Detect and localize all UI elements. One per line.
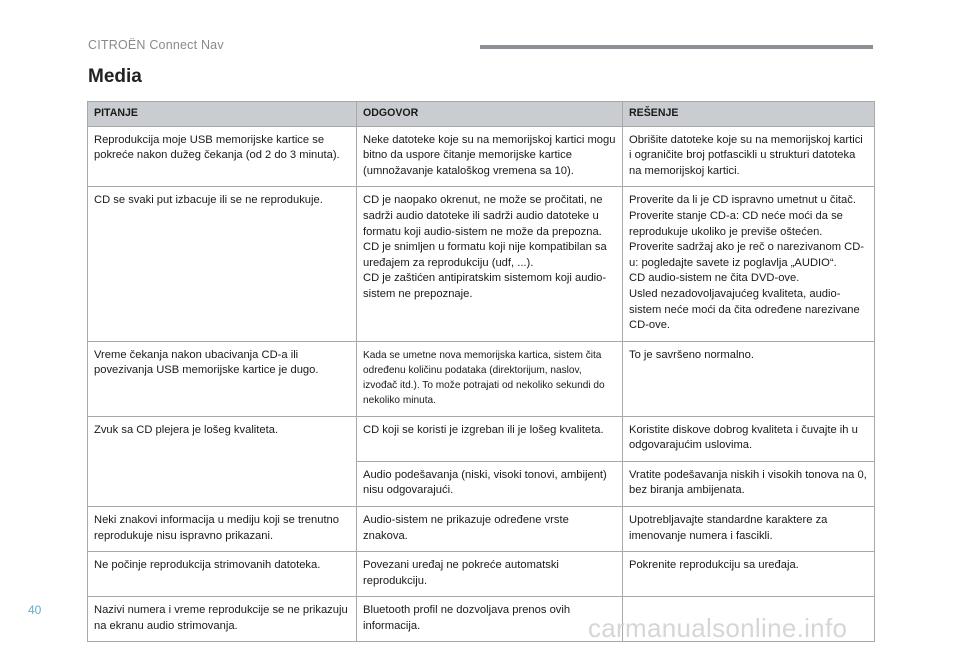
table-row [88,341,875,416]
solution-line: Proverite stanje CD-a: CD neće moći da se reprodukuje ukoliko je previše oštećen. [629,209,843,238]
solution-cell: Pokrenite reprodukciju sa uređaja. [623,552,875,597]
column-header-solution: REŠENJE [623,102,875,127]
table-row [88,126,875,187]
page-number: 40 [28,603,42,617]
brand-divider-bar [480,45,873,49]
solution-line: Usled nezadovoljavajućeg kvaliteta, audio-sistem neće moći da čita određene narezivane CD-ove. [629,287,860,332]
troubleshooting-table [87,101,875,642]
solution-cell: Koristite diskove dobrog kvaliteta i čuvajte ih u odgovarajućim uslovima. [623,416,875,461]
solution-cell: Obrišite datoteke koje su na memorijskoj kartici i ograničite broj potfascikli u strukturi datoteka na memorijskoj kartici. [623,126,875,187]
table-row [88,506,875,551]
solution-cell [623,187,875,341]
solution-cell: Vratite podešavanja niskih i visokih tonova na 0, bez biranja ambijenata. [623,461,875,506]
solution-line: CD audio-sistem ne čita DVD-ove. [629,272,800,285]
answer-line: CD je zaštićen antipiratskim sistemom koji audio-sistem ne prepoznaje. [363,272,607,300]
solution-cell: Upotrebljavajte standardne karaktere za imenovanje numera i fascikli. [623,506,875,551]
question-cell: Nazivi numera i vreme reprodukcije se ne prikazuju na ekranu audio strimovanja. [88,597,357,642]
question-cell: Vreme čekanja nakon ubacivanja CD-a ili povezivanja USB memorijske kartice je dugo. [88,341,357,416]
answer-cell: Audio-sistem ne prikazuje određene vrste znakova. [357,506,623,551]
answer-cell [357,187,623,341]
question-cell: Reprodukcija moje USB memorijske kartice se pokreće nakon dužeg čekanja (od 2 do 3 minuta). [88,126,357,187]
watermark-text: carmanualsonline.info [588,613,848,643]
table-row [88,187,875,341]
answer-cell: Bluetooth profil ne dozvoljava prenos ovih informacija. [357,597,623,642]
table-header-row [88,102,875,127]
answer-cell: Neke datoteke koje su na memorijskoj kartici mogu bitno da uspore čitanje memorijske kartice (umnožavanje kataloškog vremena sa 10). [357,126,623,187]
answer-line: CD je naopako okrenut, ne može se pročitati, ne sadrži audio datoteke ili sadrži audio datoteke u formatu koji audio-sistem ne može da prepozna. [363,194,603,238]
column-header-answer: ODGOVOR [357,102,623,127]
question-cell: CD se svaki put izbacuje ili se ne reprodukuje. [88,187,357,341]
answer-line: CD je snimljen u formatu koji nije kompatibilan sa uređajem za reprodukciju (udf, ...). [363,241,607,269]
page-title: Media [88,66,142,87]
table-row [88,552,875,597]
solution-line: Proverite sadržaj ako je reč o narezivanom CD-u: pogledajte savete iz poglavlja „AUDIO“. [629,241,865,269]
solution-cell: To je savršeno normalno. [623,341,875,416]
column-header-question: PITANJE [88,102,357,127]
question-cell: Ne počinje reprodukcija strimovanih datoteka. [88,552,357,597]
question-cell: Zvuk sa CD plejera je lošeg kvaliteta. [88,416,357,506]
answer-cell: Audio podešavanja (niski, visoki tonovi, ambijent) nisu odgovarajući. [357,461,623,506]
answer-cell: Kada se umetne nova memorijska kartica, sistem čita određenu količinu podataka (direktorijum, naslov, izvođač itd.). To može potrajati od nekoliko sekundi do nekoliko minuta. [357,341,623,416]
table-row [88,416,875,461]
question-cell: Neki znakovi informacija u mediju koji se trenutno reprodukuje nisu ispravno prikazani. [88,506,357,551]
solution-line: Proverite da li je CD ispravno umetnut u čitač. [629,194,856,207]
answer-cell: Povezani uređaj ne pokreće automatski reprodukciju. [357,552,623,597]
brand-label: CITROËN Connect Nav [88,38,224,52]
answer-cell: CD koji se koristi je izgreban ili je lošeg kvaliteta. [357,416,623,461]
